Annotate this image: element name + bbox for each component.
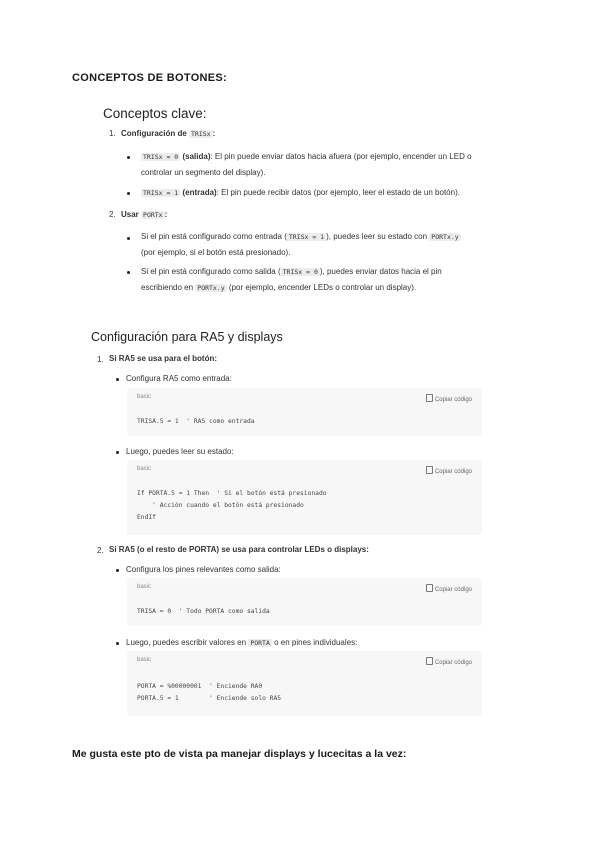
code-language: basic [137, 466, 152, 472]
copy-code-button[interactable]: Copiar código [426, 466, 472, 475]
inline-code: TRISx = 1 [143, 189, 179, 197]
code-content: PORTA = %00000001 ' Enciende RA0 PORTA.5 = 1 ' Enciende solo RA5 [137, 683, 282, 702]
copy-code-button[interactable]: Copiar código [426, 394, 472, 403]
inline-code: TRISx = 0 [282, 268, 318, 276]
list-number: 2. [97, 546, 104, 555]
copy-code-button[interactable]: Copiar código [426, 584, 472, 593]
list-item-label: Si RA5 se usa para el botón: [109, 354, 218, 363]
bullet-icon [127, 237, 130, 240]
inline-code: PORTx [143, 211, 163, 219]
section-title: Configuración para RA5 y displays [91, 330, 283, 344]
list-item: Luego, puedes leer su estado: [126, 447, 234, 456]
inline-code: TRISx = 0 [143, 153, 179, 161]
bullet-icon [116, 451, 119, 454]
code-content: If PORTA.5 = 1 Then ' Si el botón está presionado ' Acción cuando el botón está presionado EndIf [137, 490, 327, 521]
inline-code: PORTx.y [431, 233, 459, 241]
closing-remark: Me gusta este pto de vista pa manejar displays y lucecitas a la vez: [72, 748, 407, 760]
key-concepts-title: Conceptos clave: [103, 106, 207, 121]
list-item: Si el pin está configurado como salida ( TRISx = 0 ), puedes enviar datos hacia el pin escribiendo en PORTx.y (por ejemplo, encender LEDs o controlar un display). [141, 267, 442, 292]
copy-icon [426, 657, 433, 665]
code-content: TRISA = 0 ' Todo PORTA como salida [137, 608, 270, 615]
copy-icon [426, 466, 433, 474]
copy-icon [426, 584, 433, 592]
list-number: 1. [97, 355, 104, 364]
list-number: 2. [109, 210, 116, 219]
inline-code: TRISx = 1 [288, 233, 325, 241]
list-item: Configura RA5 como entrada: [126, 374, 232, 383]
code-block [127, 578, 482, 626]
list-item-label: Usar PORTx : [121, 210, 168, 219]
code-block [127, 388, 482, 436]
code-language: basic [137, 584, 152, 590]
bullet-icon [127, 192, 130, 195]
code-block [127, 651, 482, 716]
bullet-icon [116, 642, 119, 645]
bullet-icon [116, 569, 119, 572]
list-item: Configura los pines relevantes como salida: [126, 565, 281, 574]
list-item-label: Si RA5 (o el resto de PORTA) se usa para controlar LEDs o displays: [109, 545, 369, 554]
code-language: basic [137, 394, 152, 400]
inline-code: PORTA [250, 639, 270, 647]
main-title: CONCEPTOS DE BOTONES: [72, 72, 228, 84]
copy-icon [426, 394, 433, 402]
bullet-icon [127, 156, 130, 159]
list-item: Luego, puedes escribir valores en PORTA o en pines individuales: [126, 638, 358, 647]
inline-code: PORTx.y [197, 284, 225, 292]
code-block [127, 460, 482, 535]
list-item: TRISx = 1 (entrada): El pin puede recibir datos (por ejemplo, leer el estado de un botón). [143, 188, 460, 197]
inline-code: TRISx [191, 130, 211, 138]
code-language: basic [137, 657, 152, 663]
bullet-icon [116, 378, 119, 381]
copy-code-button[interactable]: Copiar código [426, 657, 472, 666]
bullet-icon [127, 271, 130, 274]
list-item: TRISx = 0 (salida): El pin puede enviar datos hacia afuera (por ejemplo, encender un LED o controlar un segmento del display). [141, 152, 472, 177]
list-item: Si el pin está configurado como entrada ( TRISx = 1 ), puedes leer su estado con PORTx.y (por ejemplo, si el botón está presionado). [141, 232, 459, 257]
code-content: TRISA.5 = 1 ' RA5 como entrada [137, 418, 255, 425]
list-number: 1. [109, 129, 116, 138]
list-item-label: Configuración de TRISx : [121, 129, 216, 138]
